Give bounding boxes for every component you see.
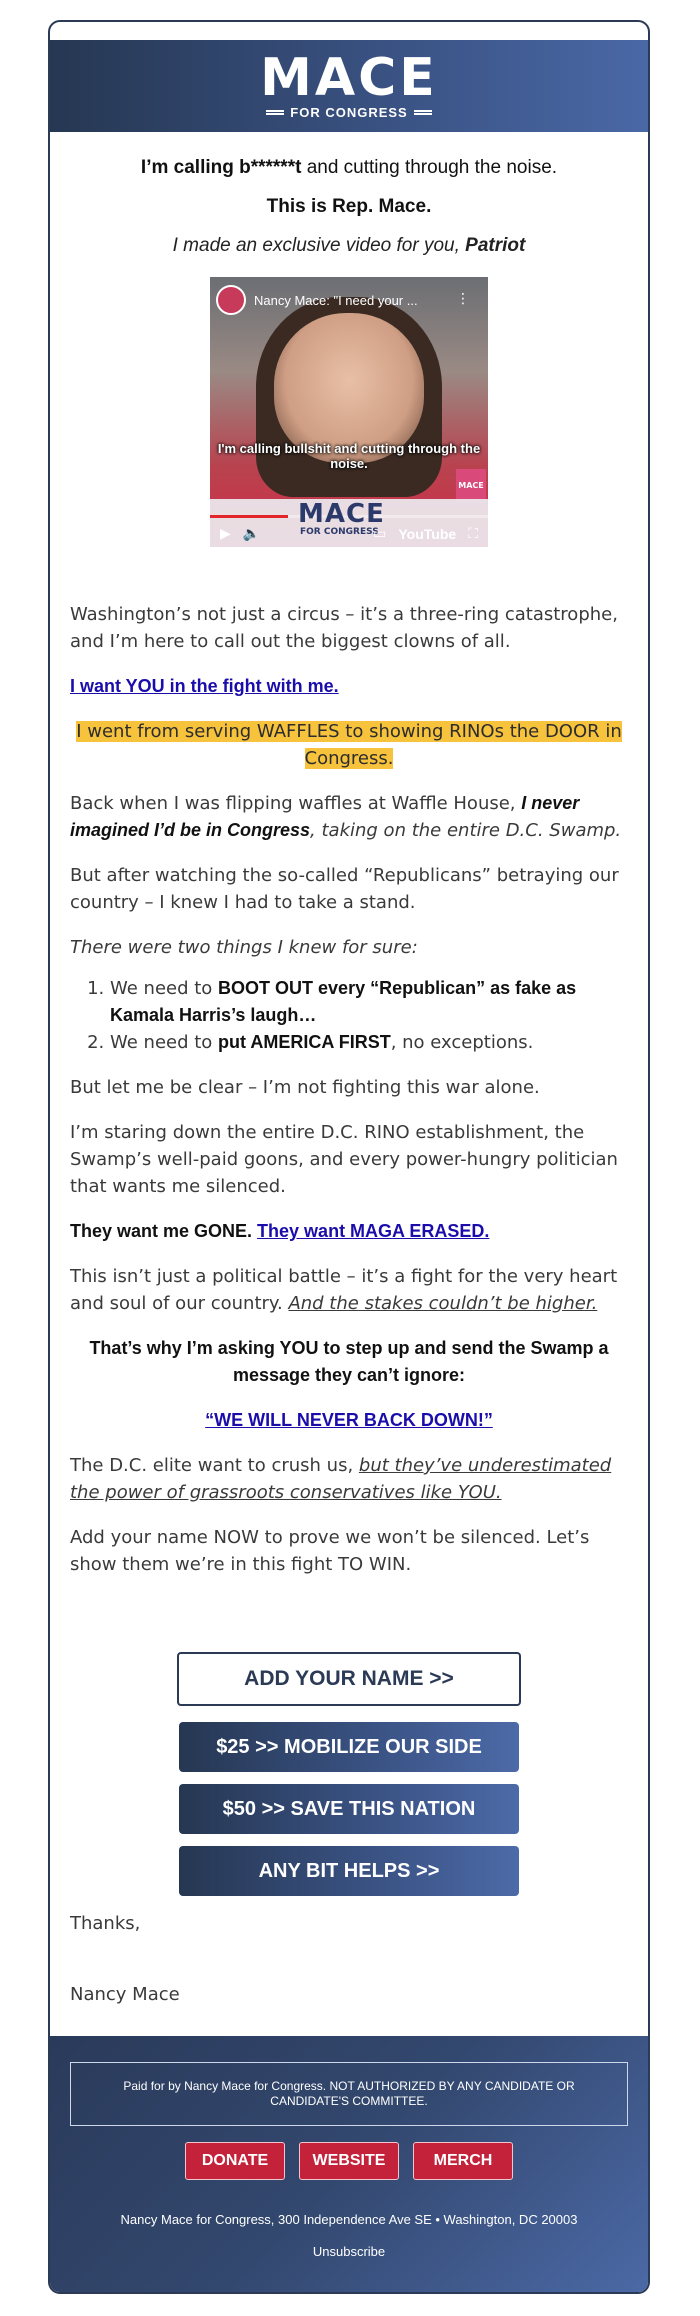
paragraph-waffle-house [70,790,628,844]
li2-end: , no exceptions. [390,1032,534,1053]
video-logo-sub: FOR CONGRESS [300,527,379,537]
logo-subtitle-text: FOR CONGRESS [290,104,408,120]
paragraph-add-name: Add your name NOW to prove we won’t be silenced. Let’s show them we’re in this fight TO WIN. [70,1527,590,1575]
fullscreen-icon[interactable]: ⛶ [468,526,478,542]
link-join-fight[interactable]: I want YOU in the fight with me. [70,676,339,696]
link-never-back-down[interactable]: “WE WILL NEVER BACK DOWN!” [205,1410,493,1430]
logo-bar-left [266,110,284,115]
video-brand-tag: MACE [456,469,486,503]
paragraph-stakes [70,1263,628,1317]
channel-avatar [216,285,246,315]
email-card [48,20,650,2294]
unsubscribe-link[interactable]: Unsubscribe [312,2244,386,2259]
intro-line-3-bold: Patriot [465,235,526,256]
play-icon[interactable]: ▶ [220,526,231,542]
intro-bold: I’m calling b******t [140,157,302,178]
footer-donate-button[interactable]: DONATE [185,2142,285,2180]
video-logo: MACE [298,499,385,529]
footer-buttons [50,2142,648,2180]
footer-merch-button[interactable]: MERCH [413,2142,513,2180]
paragraph-two-things: There were two things I knew for sure: [70,937,418,958]
paragraph-not-alone: But let me be clear – I’m not fighting this war alone. [70,1077,540,1098]
highlight-text: I went from serving WAFFLES to showing RINOs the DOOR in Congress. [76,721,622,769]
p10-start: The D.C. elite want to crush us, [70,1455,359,1476]
video-title: Nancy Mace: "I need your ... [254,293,418,308]
video-thumbnail[interactable] [210,277,488,547]
more-options-icon[interactable]: ⋮ [456,291,470,307]
any-bit-helps-button[interactable]: ANY BIT HELPS >> [179,1846,519,1896]
video-progress-fill [210,515,288,518]
captions-icon[interactable]: ▭ [373,526,387,542]
li2-start: We need to [110,1032,219,1053]
email-body [50,154,648,2008]
volume-icon[interactable]: 🔈 [242,526,261,542]
paragraph-circus: Washington’s not just a circus – it’s a three-ring catastrophe, and I’m here to call out the biggest clowns of all. [70,604,618,652]
signoff-thanks: Thanks, [70,1913,141,1934]
p2-start: Back when I was flipping waffles at Waffle House, [70,793,522,814]
paragraph-asking-you: That’s why I’m asking YOU to step up and send the Swamp a message they can’t ignore: [89,1338,609,1385]
donate-25-button[interactable]: $25 >> MOBILIZE OUR SIDE [179,1722,519,1772]
list-item [110,975,628,1029]
signoff-name: Nancy Mace [70,1984,180,2005]
li2-bold: put AMERICA FIRST [218,1032,391,1052]
youtube-logo[interactable]: YouTube [398,526,457,542]
paragraph-gone [70,1218,628,1245]
p7-bold: They want me GONE. [70,1221,258,1241]
list-item [110,1029,628,1056]
email-header [50,40,648,132]
intro-line-1 [70,154,628,181]
p8-italic-underline: And the stakes couldn’t be higher. [288,1293,598,1314]
p8-start: This isn’t just a political battle – it’s a fight for the very heart and soul of our country. [70,1266,618,1314]
link-maga-erased[interactable]: They want MAGA ERASED. [257,1221,490,1241]
footer-address: Nancy Mace for Congress, 300 Independence Ave SE • Washington, DC 20003 [120,2212,578,2227]
video-controls [210,521,488,547]
intro-rest: and cutting through the noise. [301,157,558,178]
p2-end: , taking on the entire D.C. Swamp. [310,820,622,841]
li1-bold: BOOT OUT every “Republican” as fake as Kamala Harris’s laugh… [110,978,577,1025]
intro-line-3 [70,232,628,259]
two-things-list [70,975,628,1056]
intro-line-2: This is Rep. Mace. [266,196,432,217]
footer-website-button[interactable]: WEBSITE [299,2142,399,2180]
paid-for-disclaimer: Paid for by Nancy Mace for Congress. NOT AUTHORIZED BY ANY CANDIDATE OR CANDIDATE'S COMMITTEE. [70,2062,628,2126]
highlight-waffles [70,718,628,772]
cta-buttons [70,1652,628,1896]
logo-bar-right [414,110,432,115]
paragraph-establishment: I’m staring down the entire D.C. RINO establishment, the Swamp’s well-paid goons, and every power-hungry politician that wants me silenced. [70,1122,618,1197]
donate-50-button[interactable]: $50 >> SAVE THIS NATION [179,1784,519,1834]
mace-logo: MACE [260,47,438,108]
paragraph-elite [70,1452,628,1506]
li1-start: We need to [110,978,219,999]
p10-italic-underline: but they’ve underestimated the power of grassroots conservatives like YOU. [70,1455,612,1503]
video-caption: I'm calling bullshit and cutting through the noise. [217,441,481,471]
paragraph-take-stand: But after watching the so-called “Republicans” betraying our country – I knew I had to take a stand. [70,865,619,913]
email-footer [50,2036,648,2292]
intro-line-3-text: I made an exclusive video for you, [172,235,466,256]
add-your-name-button[interactable]: ADD YOUR NAME >> [177,1652,521,1706]
p2-bold-italic: I never imagined I’d be in Congress [70,793,580,840]
